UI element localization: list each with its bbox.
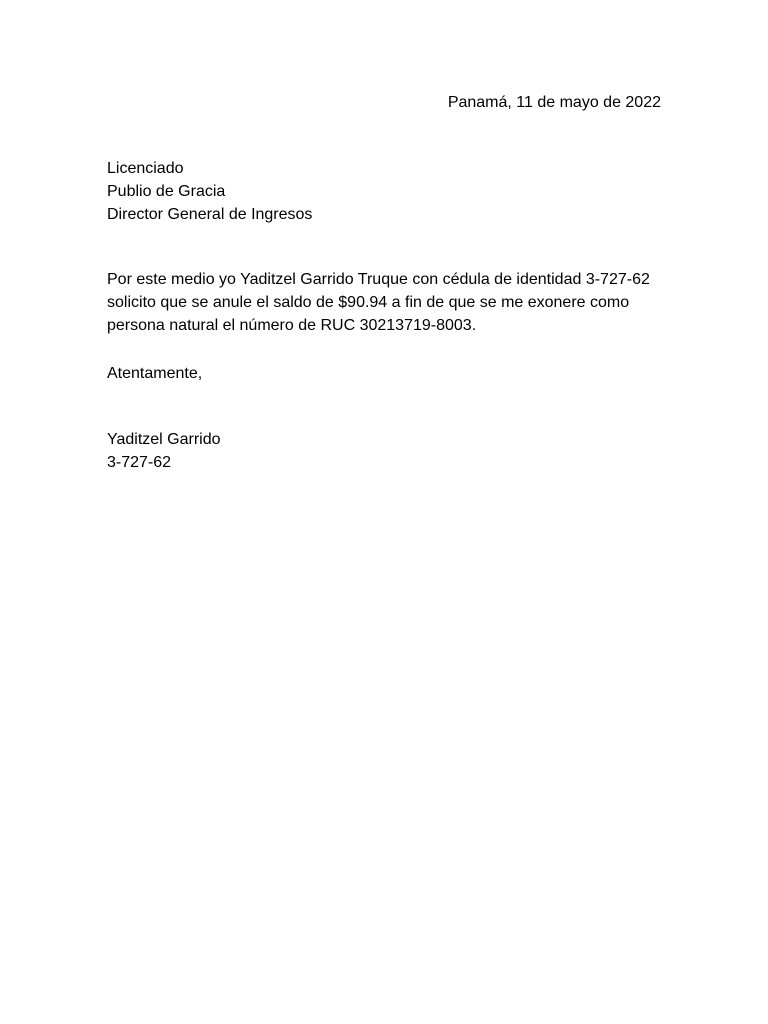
signature-name: Yaditzel Garrido [107,431,221,448]
letter-closing: Atentamente, [107,365,203,382]
letter-date: Panamá, 11 de mayo de 2022 [447,94,661,111]
signature-id-number: 3-727-62 [107,454,172,471]
recipient-title: Licenciado [107,160,184,177]
recipient-position: Director General de Ingresos [107,206,313,223]
signature-block [107,428,221,474]
letter-body: Por este medio yo Yaditzel Garrido Truque con cédula de identidad 3-727-62 solicito que se anule el saldo de $90.94 a fin de que se me exonere como persona natural el número de RUC 30213719-8003. [107,271,650,334]
recipient-block [107,157,312,226]
recipient-name: Publio de Gracia [107,183,226,200]
